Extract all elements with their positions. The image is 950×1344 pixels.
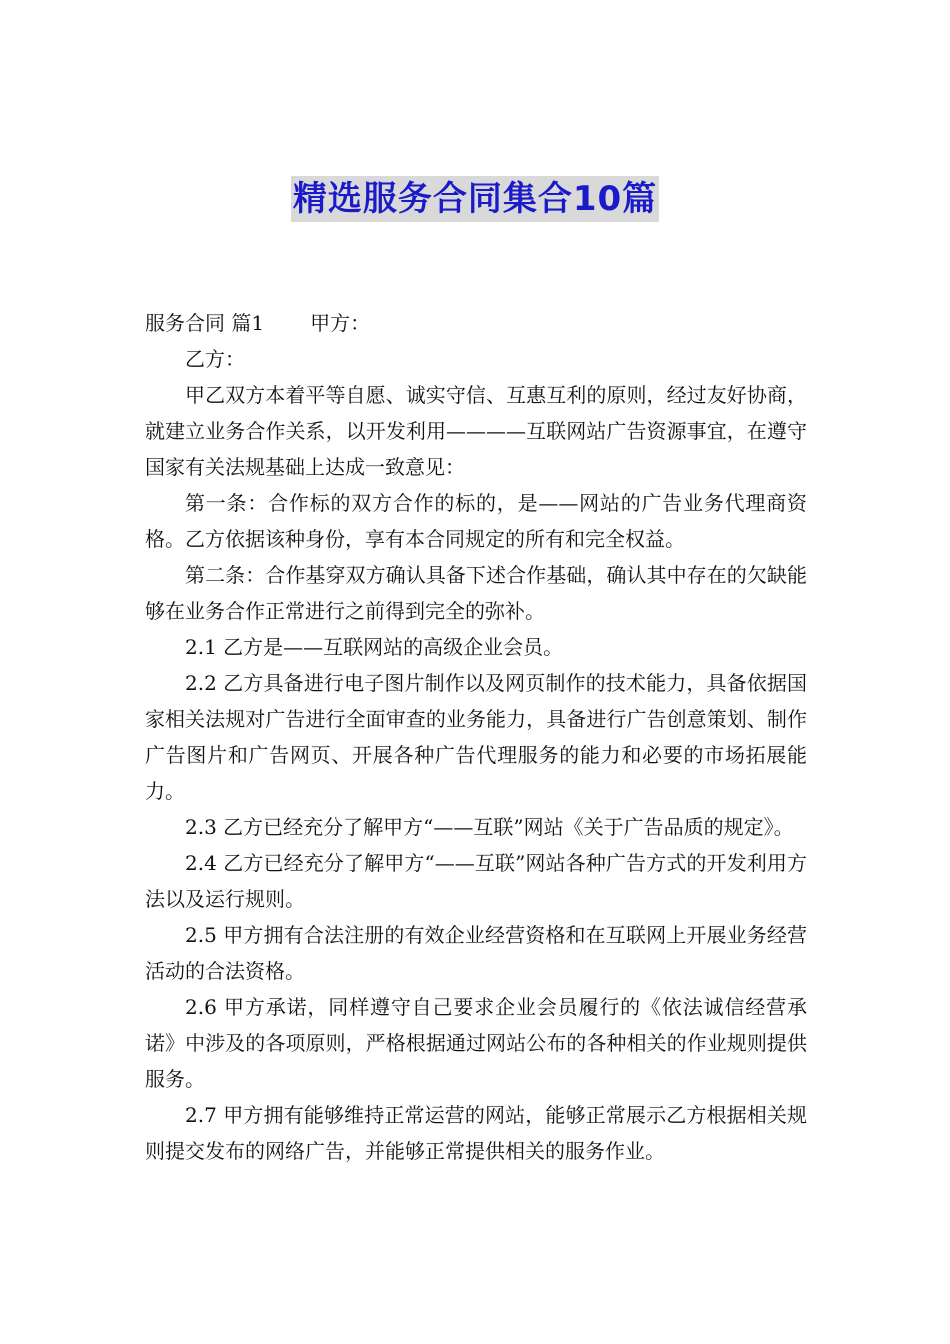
section-heading: 服务合同 篇1 xyxy=(145,311,265,335)
paragraph-clause-2-5: 2.5 甲方拥有合法注册的有效企业经营资格和在互联网上开展业务经营活动的合法资格。 xyxy=(145,923,807,983)
paragraph-clause-2-1: 2.1 乙方是——互联网站的高级企业会员。 xyxy=(185,635,564,659)
paragraph-clause-2-4: 2.4 乙方已经充分了解甲方“——互联”网站各种广告方式的开发利用方法以及运行规则。 xyxy=(145,851,807,911)
document-body xyxy=(145,305,807,1169)
paragraph-clause-2-2: 2.2 乙方具备进行电子图片制作以及网页制作的技术能力，具备依据国家相关法规对广告进行全面审查的业务能力，具备进行广告创意策划、制作广告图片和广告网页、开展各种广告代理服务的能力和必要的市场拓展能力。 xyxy=(145,671,807,803)
paragraph-article-1: 第一条：合作标的双方合作的标的，是——网站的广告业务代理商资格。乙方依据该种身份，享有本合同规定的所有和完全权益。 xyxy=(145,491,807,551)
first-line xyxy=(145,305,807,341)
title-container xyxy=(0,176,950,222)
paragraph-clause-2-3: 2.3 乙方已经充分了解甲方“——互联”网站《关于广告品质的规定》。 xyxy=(185,815,794,839)
paragraph-preamble: 甲乙双方本着平等自愿、诚实守信、互惠互利的原则，经过友好协商，就建立业务合作关系，以开发利用————互联网站广告资源事宜，在遵守国家有关法规基础上达成一致意见： xyxy=(145,383,807,479)
paragraph-party-b: 乙方： xyxy=(185,347,245,371)
paragraph-article-2: 第二条：合作基穿双方确认具备下述合作基础，确认其中存在的欠缺能够在业务合作正常进行之前得到完全的弥补。 xyxy=(145,563,807,623)
paragraph-clause-2-7: 2.7 甲方拥有能够维持正常运营的网站，能够正常展示乙方根据相关规则提交发布的网络广告，并能够正常提供相关的服务作业。 xyxy=(145,1103,807,1163)
paragraph-clause-2-6: 2.6 甲方承诺，同样遵守自己要求企业会员履行的《依法诚信经营承诺》中涉及的各项原则，严格根据通过网站公布的各种相关的作业规则提供服务。 xyxy=(145,995,807,1091)
document-title: 精选服务合同集合10篇 xyxy=(291,176,659,222)
party-a-label: 甲方： xyxy=(310,311,371,335)
